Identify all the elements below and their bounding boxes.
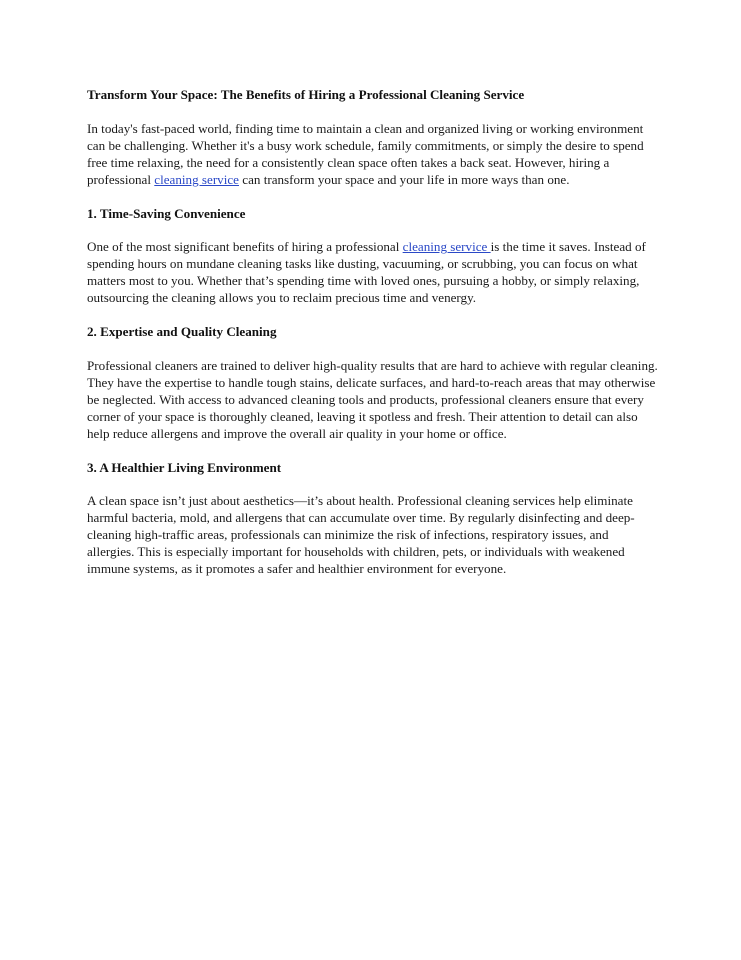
cleaning-service-link[interactable]: cleaning service	[402, 239, 491, 255]
intro-text-start: In today's fast-paced world, finding time to maintain a clean and organized living or working environment can be challenging. Whether it's a busy work schedule, family commitments, or simply the desire to spend free time relaxing, the need for a consistently clean space often takes a back seat. However, hiring a professional	[87, 120, 644, 187]
section-heading-healthier-living: 3. A Healthier Living Environment	[87, 459, 282, 475]
intro-text-end: can transform your space and your life in more ways than one.	[238, 171, 570, 187]
section-heading-time-saving: 1. Time-Saving Convenience	[87, 205, 246, 221]
section-text-start: One of the most significant benefits of hiring a professional	[87, 239, 403, 255]
section-paragraph-healthier-living: A clean space isn’t just about aesthetics—it’s about health. Professional cleaning services help eliminate harmful bacteria, mold, and allergens that can accumulate over time. By regularly disinfecting and deep-cleaning high-traffic areas, professionals can minimize the risk of infections, respiratory issues, and allergies. This is especially important for households with children, pets, or individuals with weakened immune systems, as it promotes a safer and healthier environment for everyone.	[87, 493, 635, 577]
section-text-end: is the time it saves. Instead of spending hours on mundane cleaning tasks like dusting, vacuuming, or scrubbing, you can focus on what matters most to you. Whether that’s spending time with loved ones, pursuing a hobby, or simply relaxing, outsourcing the cleaning allows you to reclaim precious time and venergy.	[87, 239, 646, 306]
document-body	[87, 87, 659, 578]
document-title: Transform Your Space: The Benefits of Hiring a Professional Cleaning Service	[87, 87, 525, 102]
section-paragraph-time-saving	[87, 239, 659, 307]
intro-paragraph	[87, 121, 659, 189]
cleaning-service-link[interactable]: cleaning service	[154, 171, 239, 187]
section-paragraph-expertise: Professional cleaners are trained to deliver high-quality results that are hard to achieve with regular cleaning. They have the expertise to handle tough stains, delicate surfaces, and hard-to-reach areas that may otherwise be neglected. With access to advanced cleaning tools and products, professional cleaners ensure that every corner of your space is thoroughly cleaned, leaving it spotless and fresh. Their attention to detail can also help reduce allergens and improve the overall air quality in your home or office.	[87, 357, 658, 441]
section-heading-expertise: 2. Expertise and Quality Cleaning	[87, 324, 277, 340]
